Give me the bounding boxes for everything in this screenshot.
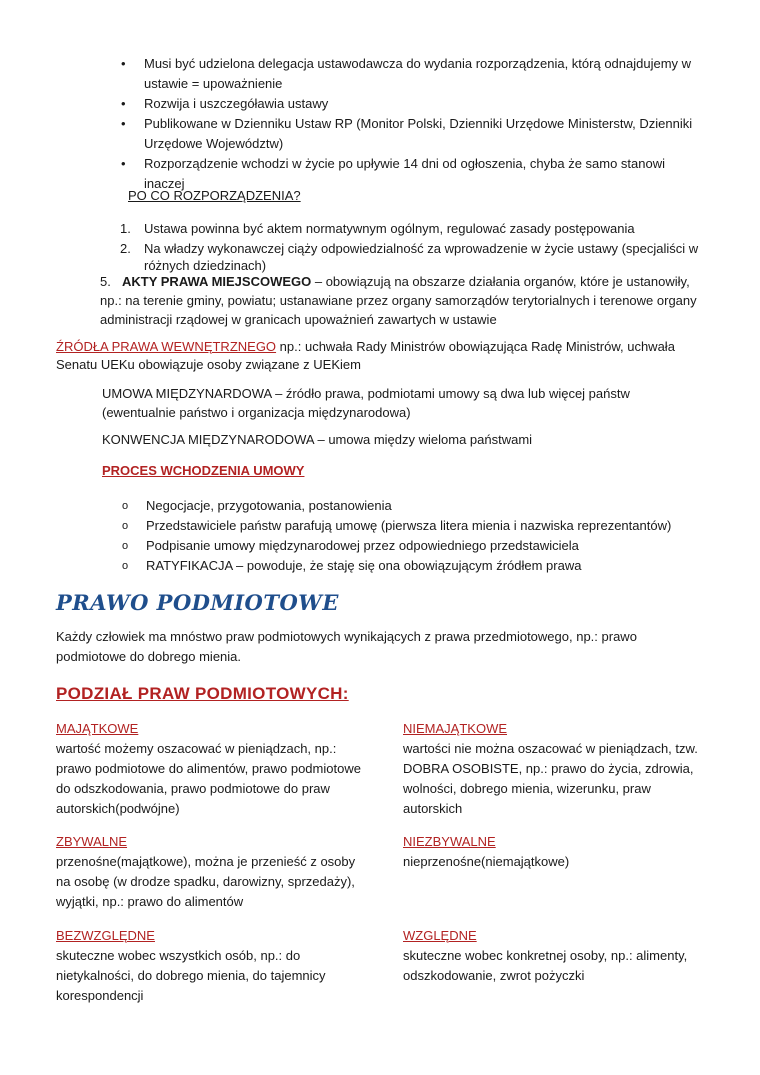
bullet-icon: • [121,156,126,171]
category-heading: ZBYWALNE [56,834,128,849]
list-item: o Negocjacje, przygotowania, postanowienia [120,496,720,516]
category-heading: WZGLĘDNE [403,928,477,943]
list-item: 2. Na władzy wykonawczej ciąży odpowiedzialność za wprowadzenie w życie ustawy (specjaliści w różnych dziedzinach) [120,241,699,273]
umowa-miedzynarodowa: UMOWA MIĘDZYNARDOWA – źródło prawa, podmiotami umowy są dwa lub więcej państw (ewentualnie państwo i organizacja międzynarodowa) [102,386,630,420]
konwencja-miedzynarodowa: KONWENCJA MIĘDZYNARODOWA – umowa między wieloma państwami [102,432,533,447]
circle-bullet-icon: o [122,540,129,552]
category-heading: MAJĄTKOWE [56,721,139,736]
category-heading: BEZWZGLĘDNE [56,928,155,943]
list-item: 1. Ustawa powinna być aktem normatywnym ogólnym, regulować zasady postępowania [120,221,635,236]
podzial-heading: PODZIAŁ PRAW PODMIOTOWYCH: [56,684,349,703]
category-bezwzgledne [56,926,366,1006]
category-niezbywalne [403,832,713,872]
zrodla-heading: ŹRÓDŁA PRAWA WEWNĘTRZNEGO [56,339,277,354]
list-item: • Rozwija i uszczegóławia ustawy [118,94,708,114]
category-heading: NIEMAJĄTKOWE [403,721,508,736]
category-niemajatkowe [403,719,713,819]
category-wzgledne [403,926,713,986]
list-item: • Rozporządzenie wchodzi w życie po upływie 14 dni od ogłoszenia, chyba że samo stanowi inaczej [121,156,666,191]
bullet-icon: • [121,56,126,71]
akty-prawa-miejscowego: 5. AKTY PRAWA MIEJSCOWEGO – obowiązują na obszarze działania organów, które je ustanowiły, np.: na terenie gminy, powiatu; ustanawiane przez organy samorządów terytorialnych i terenowe organy administracji rządowej w granicach upoważnień zawartych w ustawie [100,274,697,327]
prawo-podmiotowe-title: PRAWO PODMIOTOWE [56,590,339,615]
bullet-icon: • [121,116,126,131]
category-text: wartość możemy oszacować w pieniądzach, np.: prawo podmiotowe do alimentów, prawo podmiotowe do odszkodowania, prawo podmiotowe do praw autorskich(podwójne) [56,741,361,816]
list-item: o RATYFIKACJA – powoduje, że staję się ona obowiązującym źródłem prawa [120,556,720,576]
category-text: wartości nie można oszacować w pieniądzach, tzw. DOBRA OSOBISTE, np.: prawo do życia, zdrowia, wolności, dobrego mienia, wizerunku, praw autorskich [403,741,698,816]
circle-bullet-icon: o [122,500,129,512]
po-co-heading: PO CO ROZPORZĄDZENIA? [128,188,301,203]
list-item: o Podpisanie umowy międzynarodowej przez odpowiedniego przedstawiciela [120,536,720,556]
category-zbywalne [56,832,366,912]
category-text: nieprzenośne(niemajątkowe) [403,854,570,869]
proces-heading: PROCES WCHODZENIA UMOWY [102,463,305,478]
bullet-icon: • [121,96,126,111]
list-item: • Publikowane w Dzienniku Ustaw RP (Monitor Polski, Dzienniki Urzędowe Ministerstw, Dzienniki Urzędowe Województw) [121,116,693,151]
po-co-numbered-list [120,220,700,277]
list-item: o Przedstawiciele państw parafują umowę (pierwsza litera mienia i nazwiska reprezentantów) [120,516,720,536]
list-item: • Musi być udzielona delegacja ustawodawcza do wydania rozporządzenia, którą odnajdujemy w ustawie = upoważnienie [121,56,692,91]
circle-bullet-icon: o [122,520,129,532]
category-text: skuteczne wobec konkretnej osoby, np.: alimenty, odszkodowanie, zwrot pożyczki [403,948,688,983]
rozporzadzenie-bullet-list [118,54,708,194]
category-text: skuteczne wobec wszystkich osób, np.: do nietykalności, do dobrego mienia, do tajemnicy korespondencji [56,948,326,1003]
zrodla-prawa-wewnetrznego: ŹRÓDŁA PRAWA WEWNĘTRZNEGO np.: uchwała Rady Ministrów obowiązująca Radę Ministrów, uchwała Senatu UEKu obowiązuje osoby związane z UEKiem [56,339,675,372]
proces-list [120,496,720,576]
prawo-intro: Każdy człowiek ma mnóstwo praw podmiotowych wynikających z prawa przedmiotowego, np.: prawo podmiotowe do dobrego mienia. [56,629,637,664]
category-majatkowe [56,719,366,819]
circle-bullet-icon: o [122,560,129,572]
category-heading: NIEZBYWALNE [403,834,496,849]
category-text: przenośne(majątkowe), można je przenieść z osoby na osobę (w drodze spadku, darowizny, sprzedaży), wyjątki, np.: prawo do alimentów [56,854,356,909]
